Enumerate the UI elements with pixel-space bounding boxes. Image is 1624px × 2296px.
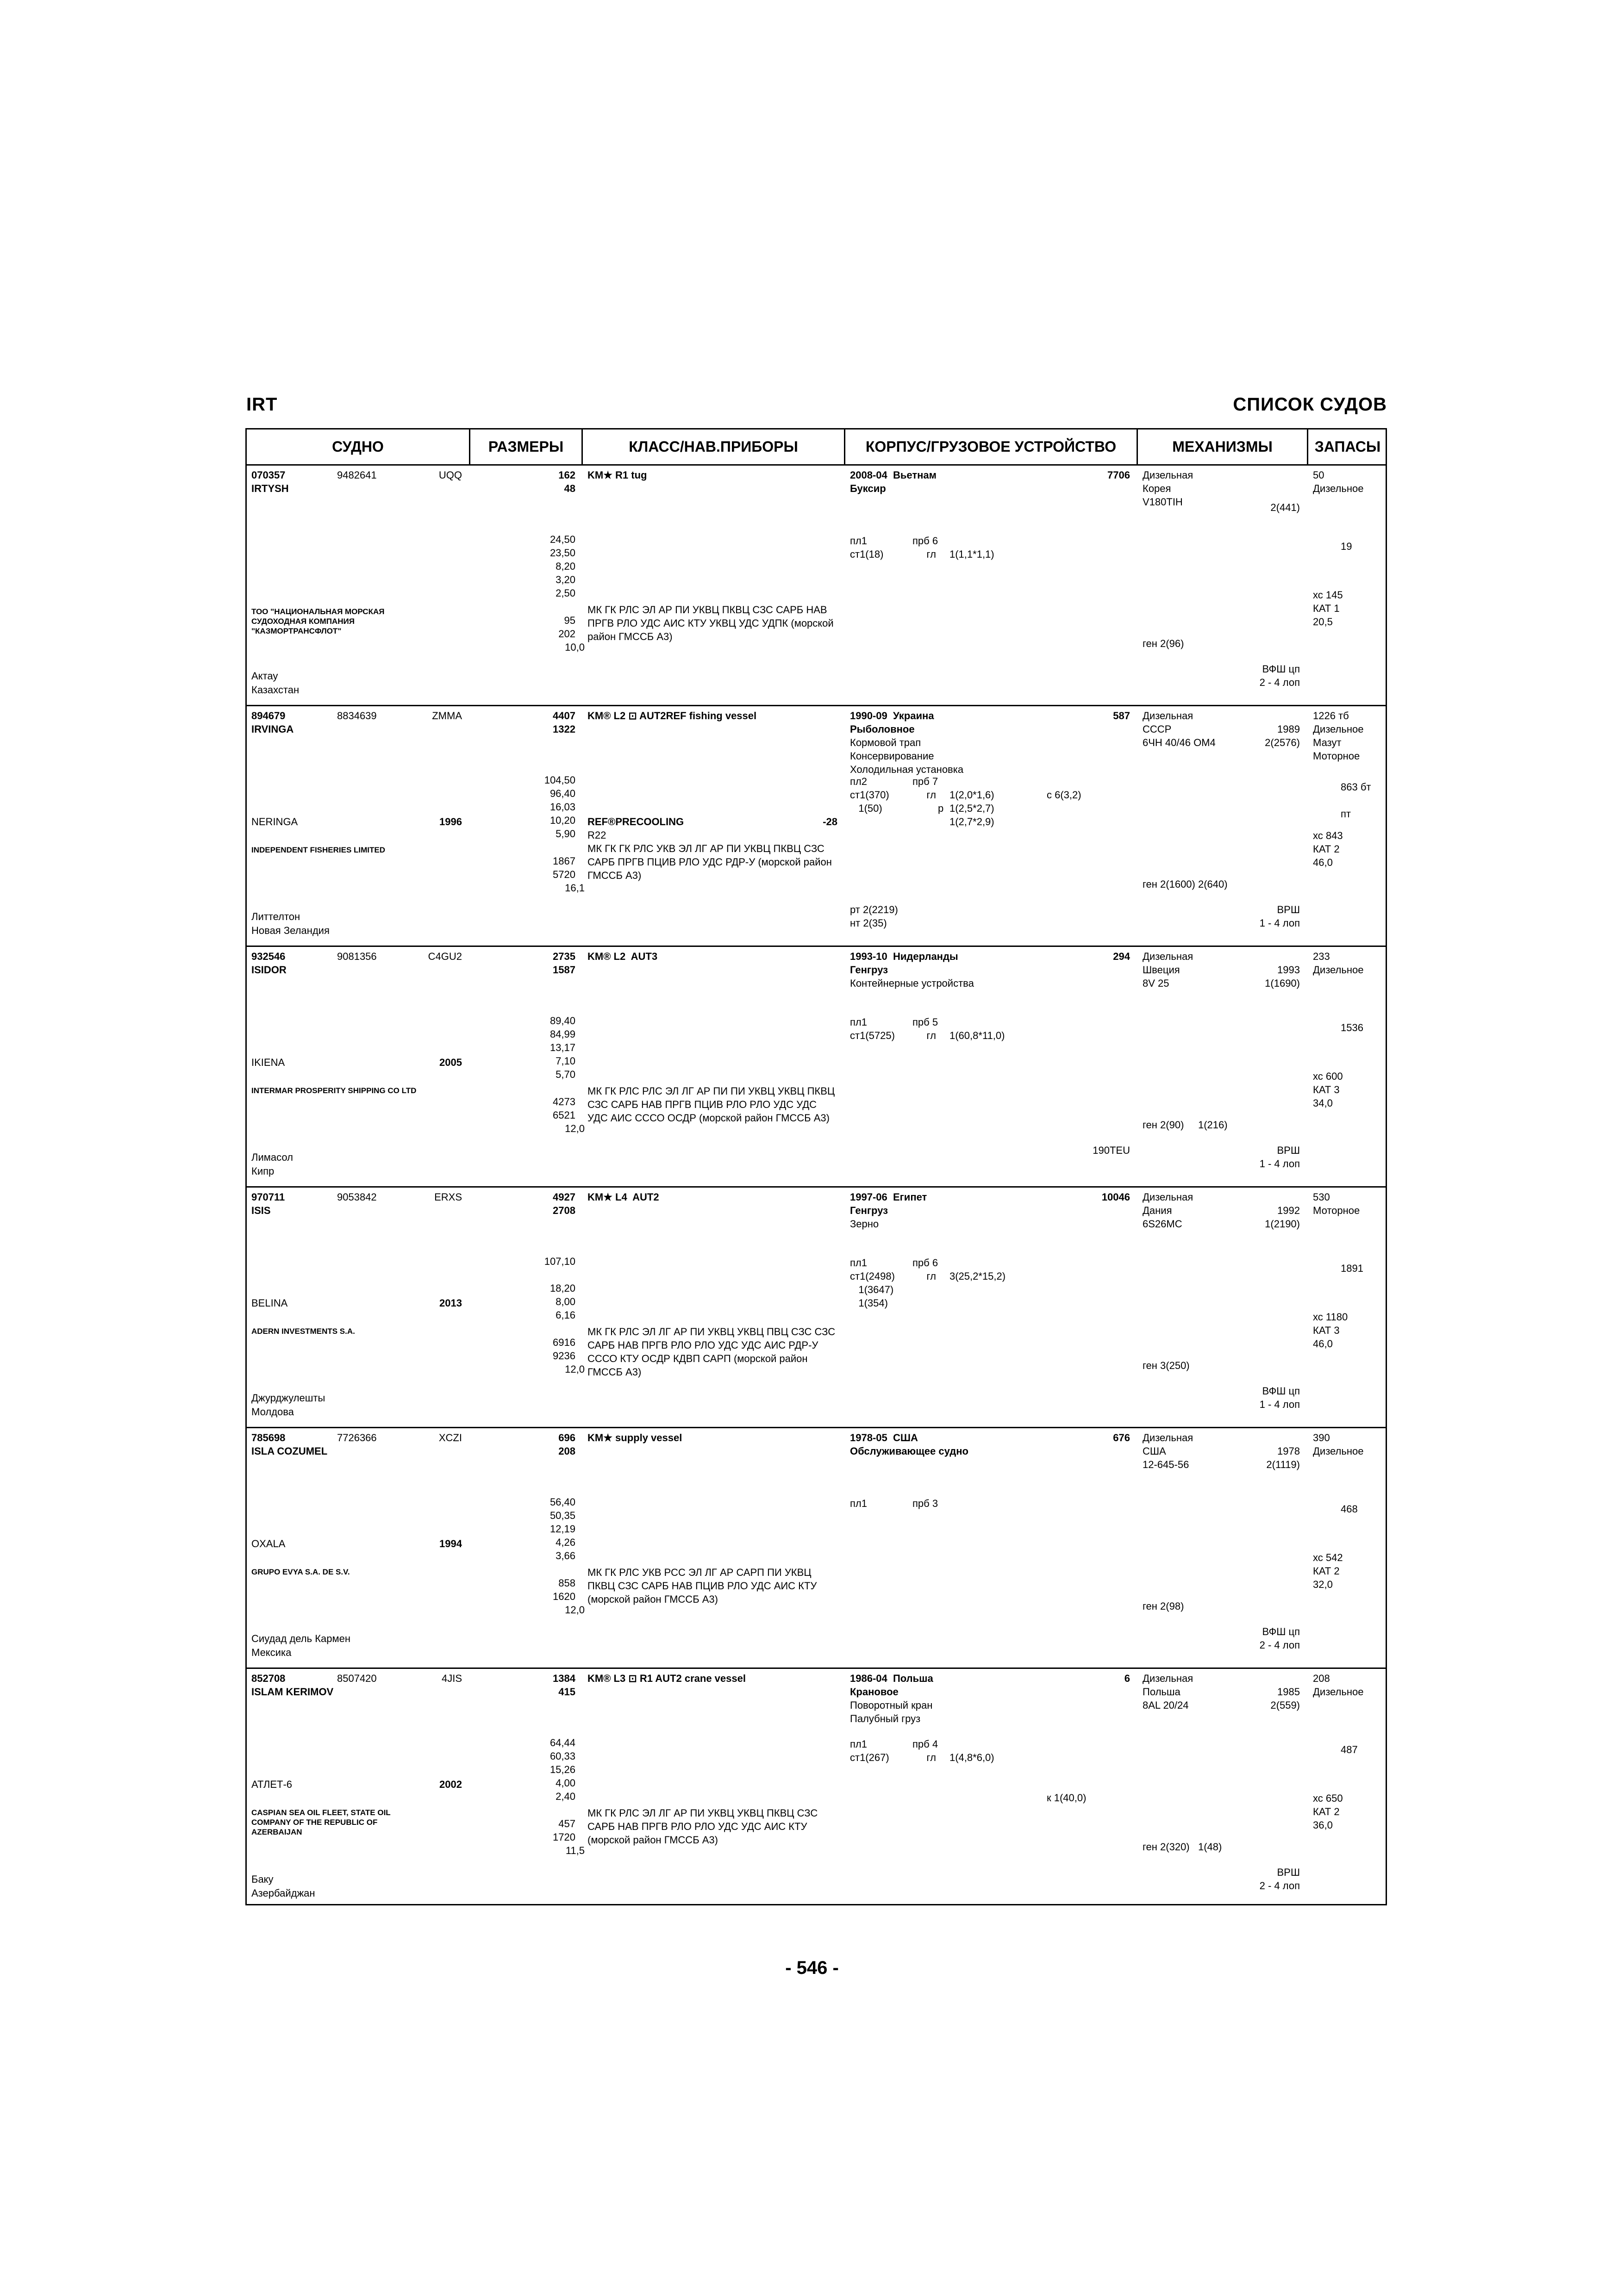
supply-water: 863 бт пт [1341,781,1371,820]
home-port: Баку [251,1873,274,1885]
hull-build: 1990-09 Украина [850,710,934,722]
call-sign: UQQ [438,469,462,481]
mech-info: Корея [1143,483,1171,494]
mech-info: Польша [1143,1686,1181,1698]
header-right: СПИСОК СУДОВ [1233,394,1387,415]
supply-water: 1891 [1341,1263,1363,1274]
dim-capacity: 5720 [553,869,575,880]
home-port: Сиудад дель Кармен [251,1633,351,1644]
hull-feature: Кормовой трап [850,737,921,748]
hull-type: Генгруз [850,964,888,976]
supply-misc: КАТ 2 [1313,1806,1340,1817]
generators: ген 2(96) [1143,638,1184,649]
supply-fuel: Дизельное [1313,483,1364,494]
hull-bulkheads: прб 6 гл [912,1257,938,1282]
supply-water: 487 [1341,1744,1358,1755]
dim-tonnage: 48 [564,483,575,494]
mech-year: 1992 [1277,1205,1300,1216]
imo-number: 9081356 [337,951,377,962]
mech-info: 6ЧН 40/46 ОМ4 [1143,737,1216,748]
flag-country: Мексика [251,1647,292,1658]
supply-fuel: Дизельное [1313,1686,1364,1698]
dim-capacity: 1620 [553,1591,575,1602]
dim-capacity: 4273 [553,1096,575,1108]
mech-info: 8AL 20/24 [1143,1699,1189,1711]
dim-size: 2,50 [556,587,575,599]
former-name: NERINGA [251,816,298,828]
hull-bulkheads: прб 7 гл р [912,776,944,814]
ship-table [245,428,1387,1905]
home-port: Лимасол [251,1151,293,1163]
hull-number: 294 [1113,951,1130,962]
owner: ADERN INVESTMENTS S.A. [251,1327,355,1336]
hull-number: 587 [1113,710,1130,722]
imo-number: 9053842 [337,1191,377,1203]
class-notation: KM® L2 ⊡ AUT2REF fishing vessel [587,710,757,722]
hull-build: 1978-05 США [850,1432,918,1444]
dim-tonnage: 2708 [553,1205,575,1216]
supply-fuel: 50 [1313,469,1324,481]
dim-size: 10,20 [550,815,575,826]
hull-winches: рт 2(2219) нт 2(35) [850,904,898,929]
dim-size: 64,44 [550,1737,575,1748]
former-name: OXALA [251,1538,286,1549]
propeller: ВФШ цп [1262,663,1300,675]
supply-misc: КАТ 2 [1313,1565,1340,1577]
supply-water: 1536 [1341,1022,1363,1033]
supply-fuel: Моторное [1313,750,1360,762]
hull-type: Крановое [850,1686,899,1698]
dim-size: 96,40 [550,788,575,799]
hull-bulkheads: прб 4 гл [912,1738,938,1763]
home-port: Джурджулешты [251,1392,325,1404]
nav-equipment: МК ГК РЛС РЛС ЭЛ ЛГ АР ПИ ПИ УКВЦ УКВЦ ПКВЦ СЗС САРБ НАВ ПРГВ ПЦИВ РЛО РЛО УДС УДС УДС АИС СССО ОСДР (морской район ГМССБ А3) [587,1085,838,1124]
class-notation: KM® L2 AUT3 [587,951,658,962]
dim-capacity: 6916 [553,1337,575,1348]
dim-capacity: 11,5 [565,1845,585,1856]
dim-tonnage: 1587 [553,964,575,976]
hull-hatches: 1(4,8*6,0) [949,1752,994,1763]
hull-number: 7706 [1107,469,1130,481]
col-class: КЛАСС/НАВ.ПРИБОРЫ [629,438,798,455]
dim-size: 23,50 [550,547,575,559]
supply-fuel: Мазут [1313,737,1342,748]
dim-capacity: 858 [558,1577,575,1589]
mech-info: СССР [1143,723,1172,735]
dim-tonnage: 1384 [553,1673,575,1684]
dim-size: 12,19 [550,1523,575,1535]
generators: ген 3(250) [1143,1360,1190,1371]
hull-decks: пл1 ст1(18) [850,535,884,560]
dim-size: 2,40 [556,1791,575,1802]
reg-number: 970711 [251,1191,285,1203]
supply-misc: 20,5 [1313,616,1333,628]
former-year: 2013 [439,1297,462,1309]
mech-info: Дизельная [1143,710,1193,722]
propeller-blades: 2 - 4 лоп [1259,1639,1300,1651]
hull-decks: пл1 ст1(267) [850,1738,889,1763]
reg-number: 785698 [251,1432,286,1444]
dim-capacity: 457 [558,1818,575,1829]
propeller: ВРШ [1277,904,1300,915]
mech-year: 1993 [1277,964,1300,976]
dim-size: 6,16 [556,1309,575,1321]
supply-misc: хс 1180 [1313,1311,1348,1323]
hull-number: 6 [1124,1673,1130,1684]
owner: ТОО "НАЦИОНАЛЬНАЯ МОРСКАЯ СУДОХОДНАЯ КОМПАНИЯ "КАЗМОРТРАНСФЛОТ" [251,607,385,635]
dim-capacity: 1867 [553,855,575,867]
hull-type: Генгруз [850,1205,888,1216]
mech-power: 2(559) [1270,1699,1300,1711]
mech-info: Дизельная [1143,1673,1193,1684]
mech-info: Дизельная [1143,1432,1193,1444]
hull-hatches: 3(25,2*15,2) [949,1270,1006,1282]
mech-year: 1978 [1277,1445,1300,1457]
hull-number: 10046 [1101,1191,1130,1203]
dim-size: 3,20 [556,574,575,585]
former-year: 1996 [439,816,462,828]
supply-fuel: Дизельное [1313,1445,1364,1457]
supply-fuel: 208 [1313,1673,1330,1684]
imo-number: 7726366 [337,1432,377,1444]
dim-size: 8,20 [556,560,575,572]
mech-info: США [1143,1445,1166,1457]
ship-name: ISLAM KERIMOV [251,1686,334,1698]
class-notation: KM® L3 ⊡ R1 AUT2 crane vessel [587,1673,746,1684]
dim-tonnage: 696 [558,1432,575,1444]
reg-number: 932546 [251,951,286,962]
hull-teu: 190TEU [1093,1145,1130,1156]
col-ship: СУДНО [332,438,384,455]
imo-number: 9482641 [337,469,377,481]
dim-tonnage: 2735 [553,951,575,962]
hull-feature: Консервирование [850,750,934,762]
nav-equipment: МК ГК РЛС ЭЛ ЛГ АР ПИ УКВЦ УКВЦ ПКВЦ СЗС САРБ НАВ ПРГВ РЛО РЛО УДС УДС АИС КТУ (морской район ГМССБ А3) [587,1807,821,1846]
flag-country: Кипр [251,1165,275,1177]
supply-misc: хс 843 [1313,830,1343,841]
supply-misc: КАТ 1 [1313,603,1340,614]
mech-power: 2(2576) [1265,737,1300,748]
dim-size: 4,00 [556,1777,575,1789]
flag-country: Азербайджан [251,1887,315,1899]
dim-tonnage: 415 [558,1686,575,1698]
dim-capacity: 10,0 [565,641,585,653]
nav-equipment: R22 МК ГК ГК РЛС УКВ ЭЛ ЛГ АР ПИ УКВЦ ПКВЦ СЗС САРБ ПРГВ ПЦИВ РЛО УДС РДР-У (морской район ГМССБ А3) [587,829,832,881]
mech-power: 2(1119) [1266,1459,1300,1470]
propeller: ВФШ цп [1262,1385,1300,1397]
header-left: IRT [246,394,278,415]
flag-country: Новая Зеландия [251,925,330,936]
hull-decks: пл1 ст1(5725) [850,1016,895,1041]
dim-size: 13,17 [550,1042,575,1053]
supply-misc: хс 145 [1313,589,1343,601]
propeller: ВРШ [1277,1867,1300,1878]
imo-number: 8834639 [337,710,377,722]
mech-info: 6S26MC [1143,1218,1182,1230]
ship-record [247,947,1386,1188]
hull-feature: Контейнерные устройства [850,977,974,989]
former-name: АТЛЕТ-6 [251,1779,293,1790]
supply-misc: 34,0 [1313,1097,1333,1109]
dim-size: 107,10 [544,1256,575,1267]
nav-equipment: МК ГК РЛС ЭЛ ЛГ АР ПИ УКВЦ УКВЦ ПВЦ СЗС СЗС САРБ НАВ ПРГВ РЛО РЛО УДС УДС АИС РДР-У СССО КТУ ОСДР КДВП САРП (морской район ГМССБ А3) [587,1326,838,1378]
supply-fuel: Дизельное [1313,964,1364,976]
ship-record [247,466,1386,706]
hull-decks: пл1 [850,1498,867,1509]
former-name: BELINA [251,1297,288,1309]
mech-info: 8V 25 [1143,977,1169,989]
dim-capacity: 1720 [553,1831,575,1843]
supply-misc: 36,0 [1313,1819,1333,1831]
col-dimensions: РАЗМЕРЫ [488,438,564,455]
propeller-blades: 1 - 4 лоп [1259,1399,1300,1410]
supply-misc: хс 650 [1313,1792,1343,1804]
hull-hatches: 1(2,0*1,6) 1(2,5*2,7) 1(2,7*2,9) [949,789,994,828]
supply-misc: хс 542 [1313,1552,1343,1563]
hull-bulkheads: прб 3 [912,1498,938,1509]
owner: GRUPO EVYA S.A. DE S.V. [251,1568,350,1576]
dim-capacity: 95 [564,615,575,626]
ship-name: ISIDOR [251,964,287,976]
former-name: IKIENA [251,1057,285,1068]
dim-size: 16,03 [550,801,575,813]
mech-info: Дания [1143,1205,1172,1216]
hull-number: 676 [1113,1432,1130,1444]
ship-name: ISIS [251,1205,271,1216]
flag-country: Казахстан [251,684,300,696]
dim-size: 24,50 [550,534,575,545]
propeller-blades: 1 - 4 лоп [1259,917,1300,929]
former-year: 2005 [439,1057,462,1068]
class-extra-value: -28 [823,816,837,828]
hull-decks: пл1 ст1(2498) 1(3647) 1(354) [850,1257,895,1309]
dim-size: 5,70 [556,1069,575,1080]
propeller: ВФШ цп [1262,1626,1300,1637]
dim-capacity: 12,0 [565,1604,585,1616]
home-port: Актау [251,670,278,682]
dim-tonnage: 1322 [553,723,575,735]
nav-equipment: МК ГК РЛС ЭЛ АР ПИ УКВЦ ПКВЦ СЗС САРБ НАВ ПРГВ РЛО УДС АИС КТУ УКВЦ УДС УДПК (морской район ГМССБ А3) [587,604,837,642]
mech-power: 2(441) [1270,502,1300,513]
dim-size: 15,26 [550,1764,575,1775]
propeller-blades: 1 - 4 лоп [1259,1158,1300,1170]
col-supplies: ЗАПАСЫ [1314,438,1381,455]
class-notation: KM★ L4 AUT2 [587,1191,659,1203]
mech-year: 1985 [1277,1686,1300,1698]
dim-capacity: 12,0 [565,1123,585,1134]
hull-build: 1997-06 Египет [850,1191,927,1203]
dim-size: 18,20 [550,1282,575,1294]
hull-bulkheads: прб 5 гл [912,1016,938,1041]
nav-equipment: МК ГК РЛС УКВ РСС ЭЛ ЛГ АР САРП ПИ УКВЦ ПКВЦ СЗС САРБ НАВ ПЦИВ РЛО УДС АИС КТУ (морской район ГМССБ А3) [587,1567,820,1605]
col-hull: КОРПУС/ГРУЗОВОЕ УСТРОЙСТВО [865,438,1117,455]
dim-capacity: 16,1 [565,882,585,894]
call-sign: ZMMA [432,710,462,722]
supply-water: 19 [1341,541,1352,552]
mech-info: Швеция [1143,964,1180,976]
imo-number: 8507420 [337,1673,377,1684]
home-port: Литтелтон [251,911,300,922]
supply-fuel: 233 [1313,951,1330,962]
hull-cranes: к 1(40,0) [1047,1792,1087,1804]
supply-misc: КАТ 2 [1313,843,1340,855]
table-header [247,429,1386,466]
reg-number: 894679 [251,710,286,722]
hull-feature: Палубный груз [850,1713,921,1724]
mech-info: Дизельная [1143,469,1193,481]
former-year: 1994 [439,1538,462,1549]
dim-size: 50,35 [550,1510,575,1521]
mech-info: Дизельная [1143,1191,1193,1203]
propeller-blades: 2 - 4 лоп [1259,1880,1300,1892]
ship-record [247,1188,1386,1428]
supply-water: 468 [1341,1503,1358,1515]
hull-type: Обслуживающее судно [850,1445,968,1457]
supply-fuel: Дизельное [1313,723,1364,735]
supply-fuel: 390 [1313,1432,1330,1444]
dim-tonnage: 208 [558,1445,575,1457]
reg-number: 070357 [251,469,286,481]
mech-info: V180TIH [1143,496,1183,508]
hull-hatches: 1(60,8*11,0) [949,1030,1005,1041]
dim-size: 8,00 [556,1296,575,1307]
propeller: ВРШ [1277,1145,1300,1156]
hull-decks: пл2 ст1(370) 1(50) [850,776,889,814]
ship-name: IRVINGA [251,723,294,735]
hull-build: 1986-04 Польша [850,1673,933,1684]
mech-info: Дизельная [1143,951,1193,962]
hull-type: Рыболовное [850,723,915,735]
flag-country: Молдова [251,1406,294,1418]
class-notation: KM★ R1 tug [587,469,647,481]
col-machinery: МЕХАНИЗМЫ [1172,438,1273,455]
dim-tonnage: 162 [558,469,575,481]
call-sign: XCZI [438,1432,462,1444]
generators: ген 2(1600) 2(640) [1143,878,1228,890]
dim-capacity: 202 [558,628,575,640]
supply-misc: КАТ 3 [1313,1325,1340,1336]
owner: INDEPENDENT FISHERIES LIMITED [251,846,386,854]
hull-feature: Зерно [850,1218,879,1230]
owner: INTERMAR PROSPERITY SHIPPING CO LTD [251,1086,417,1095]
ship-record [247,1669,1386,1910]
generators: ген 2(98) [1143,1600,1184,1612]
ship-name: IRTYSH [251,483,289,494]
hull-bulkheads: прб 6 гл [912,535,938,560]
mech-power: 1(1690) [1265,977,1300,989]
supply-fuel: 1226 тб [1313,710,1349,722]
ship-name: ISLA COZUMEL [251,1445,328,1457]
dim-capacity: 9236 [553,1350,575,1362]
dim-size: 60,33 [550,1750,575,1762]
page-number: - 546 - [785,1958,839,1978]
dim-size: 4,26 [556,1537,575,1548]
supply-fuel: Моторное [1313,1205,1360,1216]
generators: ген 2(320) 1(48) [1143,1841,1222,1853]
generators: ген 2(90) 1(216) [1143,1119,1228,1131]
supply-misc: КАТ 3 [1313,1084,1340,1095]
dim-size: 89,40 [550,1015,575,1027]
class-extra: REF®PRECOOLING [587,816,684,828]
hull-type: Буксир [850,483,886,494]
hull-build: 1993-10 Нидерланды [850,951,958,962]
owner: CASPIAN SEA OIL FLEET, STATE OIL COMPANY OF THE REPUBLIC OF AZERBAIJAN [251,1808,391,1836]
dim-tonnage: 4407 [553,710,575,722]
call-sign: ERXS [434,1191,462,1203]
dim-size: 56,40 [550,1496,575,1508]
mech-power: 1(2190) [1265,1218,1300,1230]
supply-misc: 46,0 [1313,1338,1333,1350]
call-sign: C4GU2 [428,951,462,962]
dim-size: 84,99 [550,1028,575,1040]
hull-hatches: 1(1,1*1,1) [949,548,994,560]
dim-size: 104,50 [544,774,575,786]
supply-misc: хс 600 [1313,1070,1343,1082]
dim-size: 7,10 [556,1055,575,1067]
dim-tonnage: 4927 [553,1191,575,1203]
propeller-blades: 2 - 4 лоп [1259,677,1300,688]
call-sign: 4JIS [441,1673,462,1684]
ship-record [247,706,1386,947]
mech-info: 12-645-56 [1143,1459,1189,1470]
dim-capacity: 6521 [553,1109,575,1121]
supply-fuel: 530 [1313,1191,1330,1203]
hull-build: 2008-04 Вьетнам [850,469,937,481]
hull-feature: Холодильная установка [850,764,964,775]
dim-size: 5,90 [556,828,575,840]
hull-cranes: с 6(3,2) [1047,789,1081,801]
mech-year: 1989 [1277,723,1300,735]
ship-record [247,1428,1386,1669]
supply-misc: 32,0 [1313,1579,1333,1590]
former-year: 2002 [439,1779,462,1790]
dim-capacity: 12,0 [565,1363,585,1375]
dim-size: 3,66 [556,1550,575,1562]
reg-number: 852708 [251,1673,286,1684]
supply-misc: 46,0 [1313,857,1333,868]
hull-feature: Поворотный кран [850,1699,933,1711]
class-notation: KM★ supply vessel [587,1432,682,1444]
